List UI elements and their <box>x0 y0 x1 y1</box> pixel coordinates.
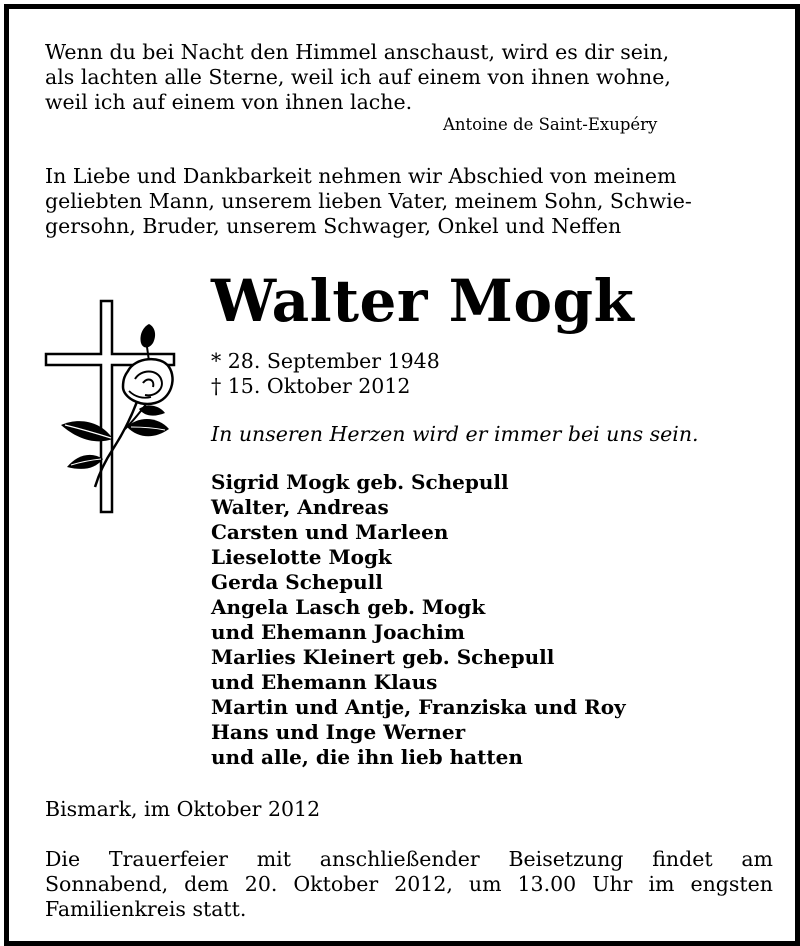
list-item: Martin und Antje, Franziska und Roy <box>211 695 626 719</box>
list-item: Lieselotte Mogk <box>211 545 392 569</box>
life-dates <box>211 349 440 399</box>
place-and-date: Bismark, im Oktober 2012 <box>45 797 321 821</box>
list-item: Sigrid Mogk geb. Schepull <box>211 470 509 494</box>
intro-line: In Liebe und Dankbarkeit nehmen wir Abschied von meinem <box>45 164 677 188</box>
birth-date: * 28. September 1948 <box>211 349 440 373</box>
list-item: und alle, die ihn lieb hatten <box>211 745 523 769</box>
deceased-name: Walter Mogk <box>211 267 635 335</box>
intro-text <box>45 164 692 239</box>
list-item: Angela Lasch geb. Mogk <box>211 595 486 619</box>
quote <box>45 40 671 115</box>
quote-line: weil ich auf einem von ihnen lache. <box>45 90 413 114</box>
list-item: Walter, Andreas <box>211 495 389 519</box>
list-item: Marlies Kleinert geb. Schepull <box>211 645 555 669</box>
quote-author: Antoine de Saint-Exupéry <box>443 115 658 134</box>
list-item: Gerda Schepull <box>211 570 383 594</box>
funeral-notice <box>45 847 773 922</box>
quote-line: Wenn du bei Nacht den Himmel anschaust, wird es dir sein, <box>45 40 670 64</box>
obituary-notice <box>4 4 800 946</box>
memorial-motto: In unseren Herzen wird er immer bei uns sein. <box>211 422 699 446</box>
mourners-list <box>211 470 626 770</box>
cross-with-rose-icon <box>43 299 183 514</box>
quote-line: als lachten alle Sterne, weil ich auf einem von ihnen wohne, <box>45 65 671 89</box>
list-item: Hans und Inge Werner <box>211 720 466 744</box>
funeral-line: Die Trauerfeier mit anschließender Beisetzung findet am <box>45 847 773 871</box>
intro-line: geliebten Mann, unserem lieben Vater, meinem Sohn, Schwie- <box>45 189 692 213</box>
list-item: Carsten und Marleen <box>211 520 449 544</box>
funeral-line: Sonnabend, dem 20. Oktober 2012, um 13.00 Uhr im engsten <box>45 872 773 896</box>
death-date: † 15. Oktober 2012 <box>211 374 411 398</box>
list-item: und Ehemann Joachim <box>211 620 465 644</box>
intro-line: gersohn, Bruder, unserem Schwager, Onkel und Neffen <box>45 214 622 238</box>
funeral-line: Familienkreis statt. <box>45 897 247 921</box>
list-item: und Ehemann Klaus <box>211 670 438 694</box>
